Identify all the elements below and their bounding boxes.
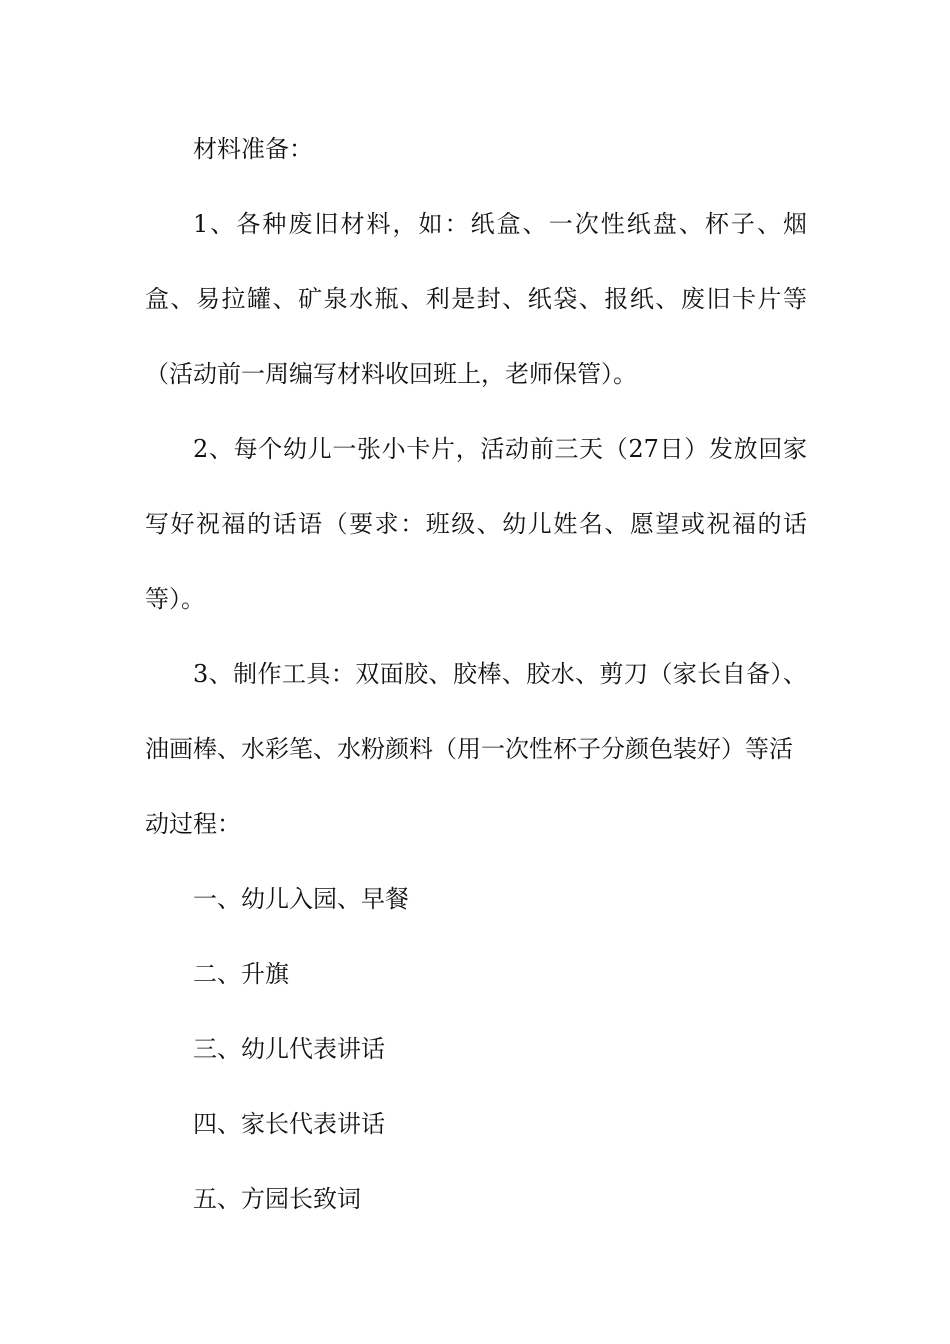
paragraph-materials-heading: 材料准备： <box>193 135 313 163</box>
paragraph-step-4: 四、家长代表讲话 <box>193 1110 385 1138</box>
paragraph-process-heading: 动过程： <box>145 810 241 838</box>
paragraph-step-5: 五、方园长致词 <box>193 1185 361 1213</box>
paragraph-materials-item-2: 2、每个幼儿一张小卡片，活动前三天（27日）发放回家写好祝福的话语（要求：班级、幼儿姓名、愿望或祝福的话等）。 <box>145 435 807 613</box>
paragraph-step-3: 三、幼儿代表讲话 <box>193 1035 385 1063</box>
paragraph-step-1: 一、幼儿入园、早餐 <box>193 885 409 913</box>
paragraph-step-2: 二、升旗 <box>193 960 289 988</box>
paragraph-materials-item-3: 3、制作工具：双面胶、胶棒、胶水、剪刀（家长自备）、油画棒、水彩笔、水粉颜料（用一次性杯子分颜色装好）等活 <box>145 660 807 763</box>
document-body <box>145 112 807 1237</box>
paragraph-materials-item-1: 1、各种废旧材料，如：纸盒、一次性纸盘、杯子、烟盒、易拉罐、矿泉水瓶、利是封、纸袋、报纸、废旧卡片等（活动前一周编写材料收回班上，老师保管）。 <box>145 210 807 388</box>
